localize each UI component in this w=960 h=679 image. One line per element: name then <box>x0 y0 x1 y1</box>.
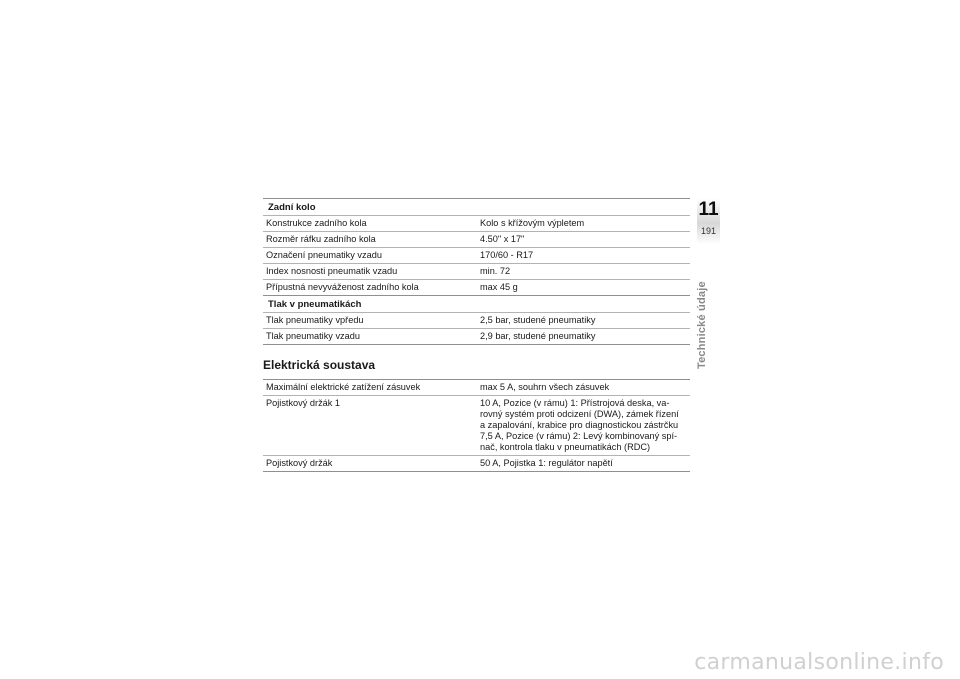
watermark: carmanualsonline.info <box>694 650 944 675</box>
table-row <box>263 231 690 247</box>
spec-content <box>263 198 690 472</box>
table-row <box>263 312 690 328</box>
table-row <box>263 455 690 472</box>
row-label: Index nosnosti pneumatik vzadu <box>266 266 398 276</box>
row-value: 50 A, Pojistka 1: regulátor napětí <box>480 458 613 468</box>
row-label: Označení pneumatiky vzadu <box>266 250 382 260</box>
row-value: min. 72 <box>480 266 511 276</box>
section-title-electrical: Elektrická soustava <box>263 358 376 372</box>
row-value: 2,5 bar, studené pneumatiky <box>480 315 596 325</box>
row-value: max 5 A, souhrn všech zásuvek <box>480 382 610 392</box>
chapter-side-title: Technické údaje <box>696 281 708 369</box>
row-label: Pojistkový držák 1 <box>266 398 341 408</box>
row-value: 4.50" x 17" <box>480 234 525 244</box>
table-row <box>263 395 690 455</box>
table-row <box>263 380 690 395</box>
row-value: Kolo s křížovým výpletem <box>480 218 585 228</box>
page-number: 191 <box>700 226 717 236</box>
row-label: Maximální elektrické zatížení zásuvek <box>266 382 421 392</box>
section-title-rear-wheel: Zadní kolo <box>263 198 690 215</box>
row-value: 10 A, Pozice (v rámu) 1: Přístrojová deska, va-rovný systém proti odcizení (DWA), zámek řízení a zapalování, krabice pro diagnostickou zástrčku 7,5 A, Pozice (v rámu) 2: Levý kombinovaný spí-nač, kontrola tlaku v pneumatikách (RDC) <box>480 398 679 452</box>
table-row <box>263 279 690 295</box>
row-label: Konstrukce zadního kola <box>266 218 367 228</box>
row-label: Rozměr ráfku zadního kola <box>266 234 376 244</box>
row-label: Přípustná nevyváženost zadního kola <box>266 282 419 292</box>
row-label: Pojistkový držák <box>266 458 333 468</box>
row-label: Tlak pneumatiky vpředu <box>266 315 364 325</box>
table-row <box>263 263 690 279</box>
table-row <box>263 215 690 231</box>
table-row <box>263 247 690 263</box>
row-value: 170/60 - R17 <box>480 250 534 260</box>
table-row <box>263 328 690 345</box>
chapter-number: 11 <box>698 199 719 220</box>
row-label: Tlak pneumatiky vzadu <box>266 331 360 341</box>
electrical-table <box>263 379 690 472</box>
row-value: max 45 g <box>480 282 518 292</box>
row-value: 2,9 bar, studené pneumatiky <box>480 331 596 341</box>
section-title-tire-pressure: Tlak v pneumatikách <box>263 295 690 312</box>
